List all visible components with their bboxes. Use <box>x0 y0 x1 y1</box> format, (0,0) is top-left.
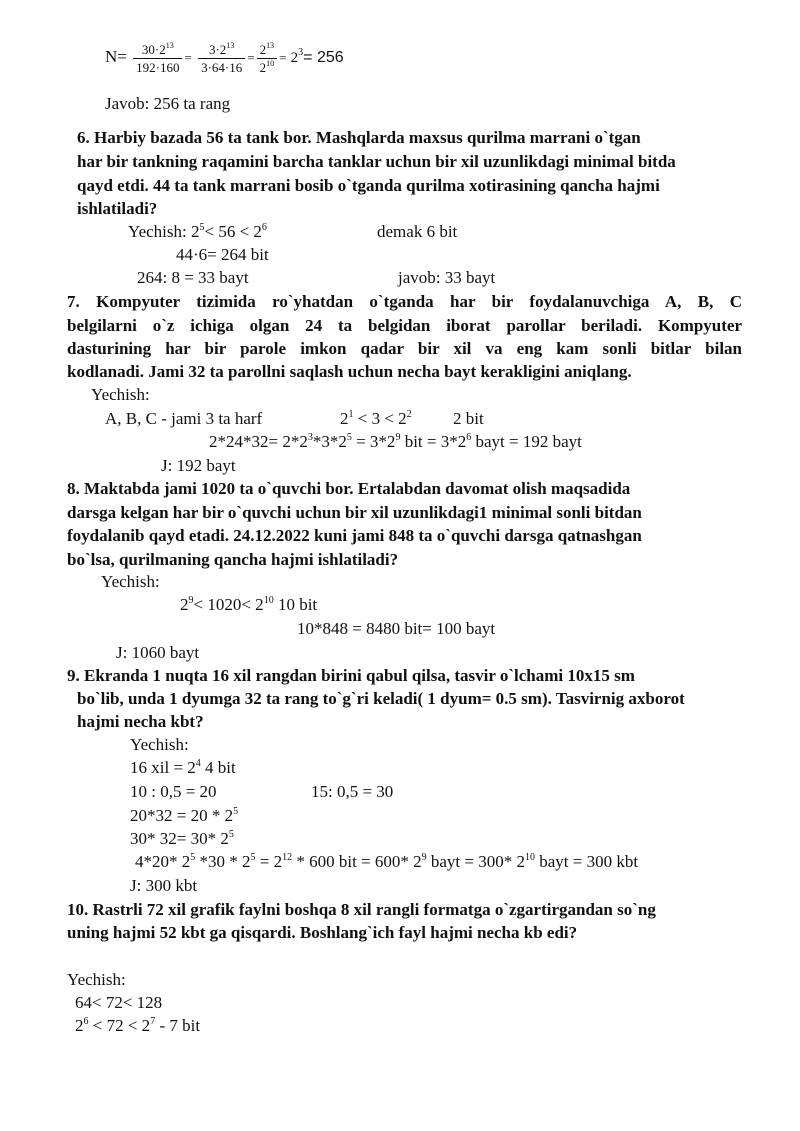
p8-line-3: foydalanib qayd etadi. 24.12.2022 kuni jami 848 ta o`quvchi darsga qatnashgan <box>67 526 642 545</box>
formula-n-label: N= <box>105 47 127 66</box>
p6-solution-3: 264: 8 = 33 bayt <box>137 268 249 287</box>
p7-line-2: belgilarni o`z ichiga olgan 24 ta belgidan iborat parollar beriladi. Kompyuter <box>67 316 742 335</box>
p8-answer: J: 1060 bayt <box>116 643 200 662</box>
p9-answer: J: 300 kbt <box>130 876 198 895</box>
p9-solution-2-left: 10 : 0,5 = 20 <box>130 782 217 801</box>
p10-solution-2: $2^6 < 72 < 2^7 - 7$ bit <box>75 1016 201 1035</box>
answer-256: Javob: 256 ta rang <box>105 94 231 113</box>
p7-line-1: 7. Kompyuter tizimida ro`yhatdan o`tganda har bir foydalanuvchiga A, B, C <box>67 292 742 311</box>
p9-yechish: Yechish: <box>130 735 189 754</box>
p7-solution-1: A, B, C - jami 3 ta harf <box>105 409 263 428</box>
p9-solution-1: 16 xil = $2^4$ 4 bit <box>130 758 236 777</box>
p6-solution-1-right: demak 6 bit <box>377 222 458 241</box>
fraction-3: $\frac{2^{13}}{2^{10}}$ <box>257 41 278 76</box>
formula-line: N= $\frac{30\cdot 2^{13}}{192\cdot 160}$ = $\frac{3\cdot 2^{13}}{3\cdot 64\cdot 16}$ = $\frac{2^{13}}{2^{10}}$ = $2^3= 256$ <box>105 40 344 75</box>
fraction-2: $\frac{3\cdot 2^{13}}{3\cdot 64\cdot 16}$ <box>198 41 245 76</box>
p8-yechish: Yechish: <box>101 572 160 591</box>
p8-solution-1: $2^9< 1020< 2^{10}$ 10 bit <box>180 595 318 614</box>
p9-solution-5: 4*20* $2^5$ $*30 * 2^5 = 2^{12} * 600$ bit = 600* $2^9$ bayt = 300* $2^{10}$ bayt = 300 kbt <box>135 852 639 871</box>
p7-solution-1-right: 2 bit <box>453 409 484 428</box>
p7-yechish: Yechish: <box>91 385 150 404</box>
p9-line-1: 9. Ekranda 1 nuqta 16 xil rangdan birini qabul qilsa, tasvir o`lchami 10x15 sm <box>67 666 635 685</box>
p9-solution-2-right: 15: 0,5 = 30 <box>311 782 394 801</box>
fraction-1: $\frac{30\cdot 2^{13}}{192\cdot 160}$ <box>133 41 182 76</box>
p9-line-3: hajmi necha kbt? <box>77 712 204 731</box>
p10-solution-1: 64< 72< 128 <box>75 993 163 1012</box>
p8-line-1: 8. Maktabda jami 1020 ta o`quvchi bor. Ertalabdan davomat olish maqsadida <box>67 479 631 498</box>
p10-line-1: 10. Rastrli 72 xil grafik faylni boshqa 8 xil rangli formatga o`zgartirgandan so`ng <box>67 900 656 919</box>
p6-line-2: har bir tankning raqamini barcha tanklar uchun bir xil uzunlikdagi minimal bitda <box>77 152 676 171</box>
p6-line-3: qayd etdi. 44 ta tank marrani bosib o`tganda qurilma xotirasining qancha hajmi <box>77 176 660 195</box>
p7-line-3: dasturining har bir parole imkon qadar bir xil va eng kam sonli bitlar bilan <box>67 339 742 358</box>
p10-line-2: uning hajmi 52 kbt ga qisqardi. Boshlang`ich fayl hajmi necha kb edi? <box>67 923 578 942</box>
p9-solution-3: $20*32 = 20 * 2^5$ <box>130 806 239 825</box>
p8-line-4: bo`lsa, qurilmaning qancha hajmi ishlatiladi? <box>67 550 399 569</box>
formula-result: $2^3= 256$ <box>290 47 344 66</box>
p6-line-4: ishlatiladi? <box>77 199 158 218</box>
p9-solution-4: 30* 32= 30* $2^5$ <box>130 829 234 848</box>
p6-line-1: 6. Harbiy bazada 56 ta tank bor. Mashqlarda maxsus qurilma marrani o`tgan <box>77 128 641 147</box>
p7-solution-2: $2*24*32= 2*2^3*3*2^5 = 3*2^9$ bit = $3*2^6$ bayt = 192 bayt <box>209 432 582 451</box>
p6-solution-1: Yechish: $2^5< 56 < 2^6$ <box>128 222 267 241</box>
p7-line-4: kodlanadi. Jami 32 ta parollni saqlash uchun necha bayt kerakligini aniqlang. <box>67 362 632 381</box>
p9-line-2: bo`lib, unda 1 dyumga 32 ta rang to`g`ri keladi( 1 dyum= 0.5 sm). Tasvirnig axborot <box>77 689 685 708</box>
p10-yechish: Yechish: <box>67 970 126 989</box>
p6-answer: javob: 33 bayt <box>398 268 496 287</box>
p8-line-2: darsga kelgan har bir o`quvchi uchun bir xil uzunlikdagi1 minimal sonli bitdan <box>67 503 642 522</box>
p6-solution-2: 44·6= 264 bit <box>176 245 269 264</box>
p7-answer: J: 192 bayt <box>161 456 236 475</box>
p7-solution-1-mid: $2^1 < 3 < 2^2$ <box>340 409 412 428</box>
p8-solution-2: 10*848 = 8480 bit= 100 bayt <box>297 619 496 638</box>
